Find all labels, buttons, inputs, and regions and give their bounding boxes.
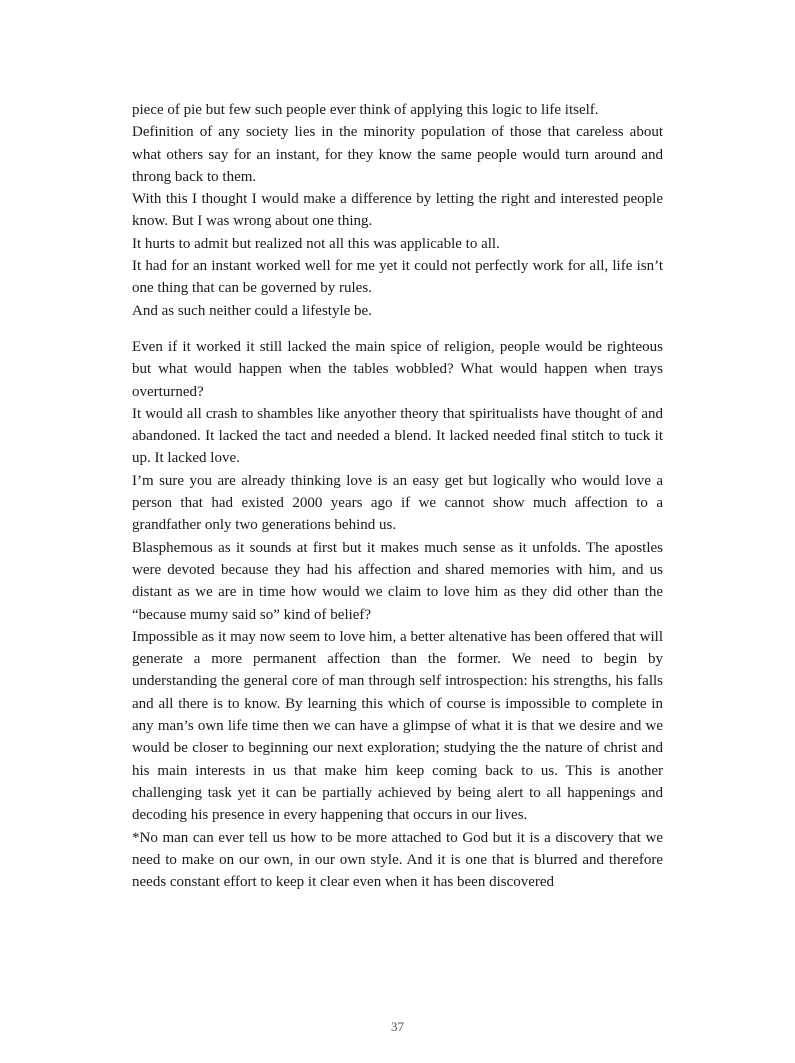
paragraph: Even if it worked it still lacked the main spice of religion, people would be righteous but what would happen when the tables wobbled? What would happen when trays overturned?	[132, 338, 663, 400]
paragraph: Impossible as it may now seem to love him, a better altenative has been offered that will generate a more permanent affection than the former. We need to begin by understanding the general core of man through self introspection: his strengths, his falls and all there is to know. By learning this which of course is impossible to complete in any man’s own life time then we can have a glimpse of what it is that we desire and we would be closer to beginning our next exploration; studying the the nature of christ and his main interests in us that make him keep coming back to us. This is another challenging task yet it can be partially achieved by being alert to all happenings and decoding his presence in every happening that occurs in our lives.	[132, 628, 663, 824]
paragraph: Blasphemous as it sounds at first but it makes much sense as it unfolds. The apostles were devoted because they had his affection and shared memories with him, and us distant as we are in time how would we claim to love him as they did other than the “because mumy said so” kind of belief?	[132, 539, 663, 623]
page-body	[132, 99, 663, 893]
paragraph: Definition of any society lies in the minority population of those that careless about what others say for an instant, for they know the same people would turn around and throng back to them.	[132, 124, 663, 185]
paragraph: *No man can ever tell us how to be more attached to God but it is a discovery that we need to make on our own, in our own style. And it is one that is blurred and therefore needs constant effort to keep it clear even when it has been discovered	[132, 829, 663, 891]
paragraph-gap	[132, 322, 663, 336]
paragraph: With this I thought I would make a difference by letting the right and interested people know. But I was wrong about one thing.	[132, 191, 663, 230]
page-number: 37	[391, 1019, 404, 1034]
paragraph: And as such neither could a lifestyle be.	[132, 302, 372, 319]
paragraph: It hurts to admit but realized not all this was applicable to all.	[132, 235, 500, 252]
paragraph: It would all crash to shambles like anyother theory that spiritualists have thought of and abandoned. It lacked the tact and needed a blend. It lacked needed final stitch to tuck it up. It lacked love.	[132, 405, 663, 467]
paragraph: piece of pie but few such people ever think of applying this logic to life itself.	[132, 102, 599, 118]
paragraph: It had for an instant worked well for me yet it could not perfectly work for all, life isn’t one thing that can be governed by rules.	[132, 258, 663, 297]
paragraph: I’m sure you are already thinking love is an easy get but logically who would love a person that had existed 2000 years ago if we cannot show much affection to a grandfather only two generations behind us.	[132, 472, 663, 534]
